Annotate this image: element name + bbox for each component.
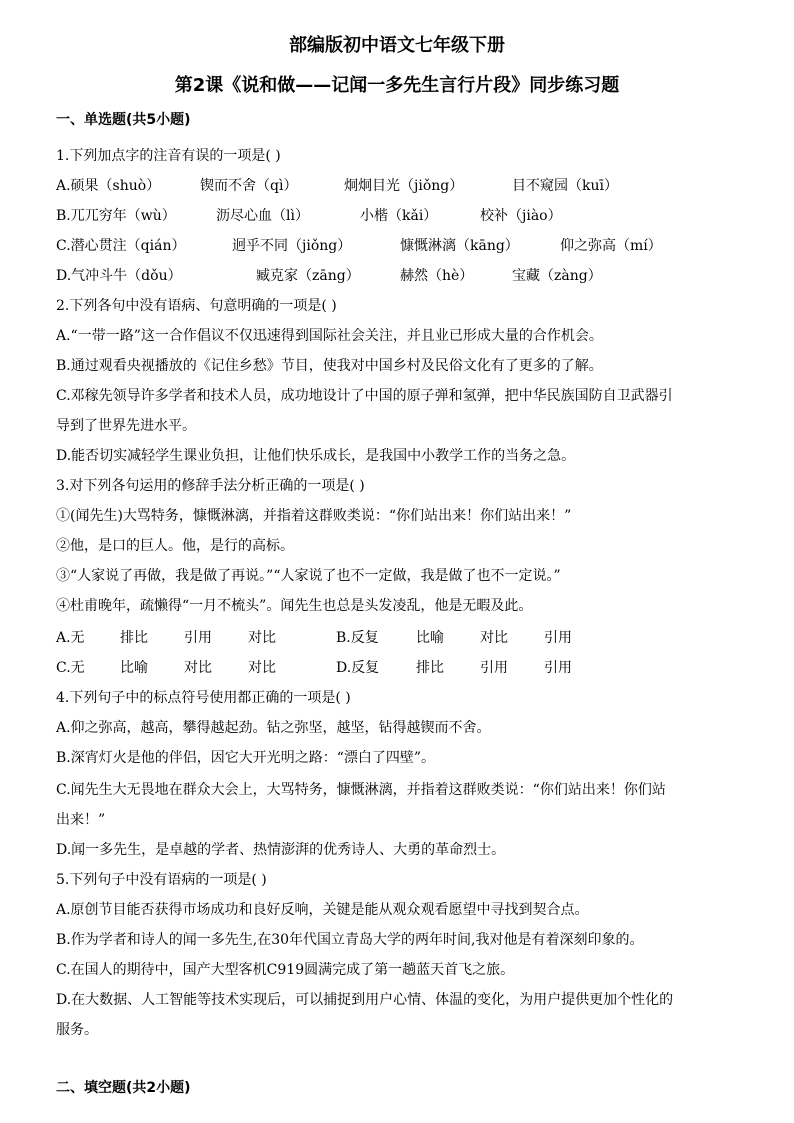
q3-option-b-item-3: 对比 — [480, 630, 508, 646]
q5-option-c: C.在国人的期待中，国产大型客机C919圆满完成了第一趟蓝天首飞之旅。 — [56, 962, 515, 978]
q1-option-b-item-2: 沥尽心血（lì） — [216, 208, 309, 224]
q3-option-a-item-2: 排比 — [120, 630, 148, 646]
q1-option-c-item-4: 仰之弥高（mí） — [560, 238, 662, 254]
q1-option-a-item-4: 目不窥园（kuī） — [512, 178, 618, 194]
q4-option-a: A.仰之弥高，越高，攀得越起劲。钻之弥坚，越坚，钻得越锲而不舍。 — [56, 720, 491, 736]
q1-option-a-item-2: 锲而不舍（qì） — [200, 178, 298, 194]
q3-option-d-item-4: 引用 — [544, 660, 572, 676]
q2-option-c-line-1: C.邓稼先领导许多学者和技术人员，成功地设计了中国的原子弹和氢弹，把中华民族国防自卫武器引 — [56, 388, 673, 404]
q3-option-b-item-2: 比喻 — [416, 630, 444, 646]
document-title: 部编版初中语文七年级下册 — [289, 35, 505, 56]
q2-option-c-line-2: 导到了世界先进水平。 — [56, 418, 196, 434]
q2-option-d: D.能否切实减轻学生课业负担，让他们快乐成长，是我国中小教学工作的当务之急。 — [56, 448, 576, 464]
q3-option-c-item-1: C.无 — [56, 660, 85, 676]
q2-option-a: A.“一带一路”这一合作倡议不仅迅速得到国际社会关注，并且业已形成大量的合作机会。 — [56, 328, 603, 344]
q3-sentence-4: ④杜甫晚年，疏懒得“一月不梳头”。闻先生也总是头发凌乱，他是无暇及此。 — [56, 598, 533, 614]
q1-option-a-item-3: 炯炯目光（jiǒng） — [344, 178, 464, 194]
q2-option-b: B.通过观看央视播放的《记住乡愁》节目，使我对中国乡村及民俗文化有了更多的了解。 — [56, 358, 603, 374]
q1-option-c-item-1: C.潜心贯注（qián） — [56, 238, 186, 254]
question-4-stem: 4.下列句子中的标点符号使用都正确的一项是( ) — [56, 690, 351, 706]
q1-option-d-item-1: D.气冲斗牛（dǒu） — [56, 268, 182, 284]
q3-option-c-item-4: 对比 — [248, 660, 276, 676]
q3-option-c-item-2: 比喻 — [120, 660, 148, 676]
q5-option-a: A.原创节目能否获得市场成功和良好反响，关键是能从观众观看愿望中寻找到契合点。 — [56, 902, 589, 918]
question-2-stem: 2.下列各句中没有语病、句意明确的一项是( ) — [56, 298, 337, 314]
q1-option-d-item-3: 赫然（hè） — [400, 268, 474, 284]
q1-option-a-item-1: A.硕果（shuò） — [56, 178, 161, 194]
lesson-title: 第2课《说和做——记闻一多先生言行片段》同步练习题 — [174, 75, 620, 96]
question-5-stem: 5.下列句子中没有语病的一项是( ) — [56, 872, 267, 888]
q3-option-a-item-4: 对比 — [248, 630, 276, 646]
q3-sentence-2: ②他，是口的巨人。他，是行的高标。 — [56, 538, 294, 554]
q3-option-d-item-1: D.反复 — [336, 660, 380, 676]
q1-option-b-item-3: 小楷（kǎi） — [360, 208, 438, 224]
question-1-stem: 1.下列加点字的注音有误的一项是( ) — [56, 148, 281, 164]
q3-option-b-item-4: 引用 — [544, 630, 572, 646]
q4-option-c-line-2: 出来！” — [56, 812, 106, 828]
q1-option-c-item-2: 迥乎不同（jiǒng） — [232, 238, 352, 254]
question-3-stem: 3.对下列各句运用的修辞手法分析正确的一项是( ) — [56, 478, 365, 494]
q5-option-b: B.作为学者和诗人的闻一多先生,在30年代国立青岛大学的两年时间,我对他是有着深刻印象的。 — [56, 932, 644, 948]
q3-option-a-item-3: 引用 — [184, 630, 212, 646]
q3-option-c-item-3: 对比 — [184, 660, 212, 676]
q4-option-d: D.闻一多先生，是卓越的学者、热情澎湃的优秀诗人、大勇的革命烈士。 — [56, 842, 506, 858]
q1-option-c-item-3: 慷慨淋漓（kāng） — [400, 238, 519, 254]
q1-option-d-item-4: 宝藏（zàng） — [512, 268, 602, 284]
q4-option-b: B.深宵灯火是他的伴侣，因它大开光明之路：“漂白了四壁”。 — [56, 750, 436, 766]
section-heading-single-choice: 一、单选题(共5小题) — [56, 112, 191, 128]
q3-option-d-item-3: 引用 — [480, 660, 508, 676]
q5-option-d-line-2: 服务。 — [56, 1022, 98, 1038]
q5-option-d-line-1: D.在大数据、人工智能等技术实现后，可以捕捉到用户心情、体温的变化，为用户提供更加个性化的 — [56, 992, 674, 1008]
q1-option-d-item-2: 臧克家（zāng） — [256, 268, 360, 284]
section-heading-fill-in: 二、填空题(共2小题) — [56, 1080, 191, 1096]
q3-option-d-item-2: 排比 — [416, 660, 444, 676]
q3-option-b-item-1: B.反复 — [336, 630, 379, 646]
q4-option-c-line-1: C.闻先生大无畏地在群众大会上，大骂特务，慷慨淋漓，并指着这群败类说：“你们站出来！你们站 — [56, 782, 666, 798]
q1-option-b-item-1: B.兀兀穷年（wù） — [56, 208, 176, 224]
q3-sentence-3: ③“人家说了再做，我是做了再说。”“人家说了也不一定做，我是做了也不一定说。” — [56, 568, 561, 584]
q1-option-b-item-4: 校补（jiào） — [480, 208, 562, 224]
q3-option-a-item-1: A.无 — [56, 630, 85, 646]
q3-sentence-1: ①(闻先生)大骂特务，慷慨淋漓，并指着这群败类说：“你们站出来！你们站出来！” — [56, 508, 572, 524]
